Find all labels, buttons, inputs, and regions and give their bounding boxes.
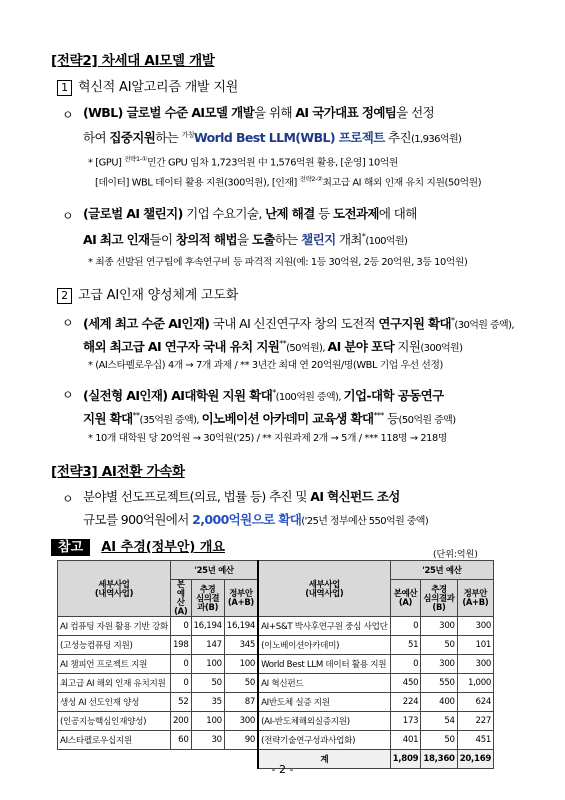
cell-main: 0 — [171, 655, 192, 674]
cell-main: 224 — [390, 693, 421, 712]
text: 지원 — [394, 339, 421, 355]
cell-name: AI스타펠로우십지원 — [58, 731, 171, 750]
cell-name: AI 컴퓨팅 자원 활용 기반 강화 — [58, 617, 171, 636]
text: 을 — [237, 232, 252, 248]
bullet3-line2 — [83, 332, 462, 360]
cell-gov: 227 — [457, 712, 493, 731]
cell-main: 0 — [171, 617, 192, 636]
text: 등 — [383, 411, 399, 427]
cell-gov: 101 — [457, 636, 493, 655]
text: 개최 — [335, 232, 362, 248]
text: 지원 확대 — [83, 411, 133, 427]
section1-title: 혁신적 AI알고리즘 개발 지원 — [78, 80, 239, 95]
text: AI 최고 인재 — [83, 232, 150, 248]
cell-name: 생성 AI 선도인재 양성 — [58, 693, 171, 712]
bullet5-line1 — [83, 485, 400, 508]
cell-main: 450 — [390, 674, 421, 693]
col-header-year: '25년 예산 — [171, 561, 259, 580]
budget: (50억원), — [286, 343, 328, 355]
text: 최고급 AI 해외 인재 유치 지원(50억원) — [322, 177, 482, 189]
section2-title: 고급 AI인재 양성체계 고도화 — [78, 288, 239, 303]
text: 이노베이션 아카데미 교육생 확대 — [201, 411, 374, 427]
text: 난제 해결 — [265, 206, 315, 221]
asterisk: * — [451, 316, 455, 325]
ref-sup: 전략2-② — [299, 175, 323, 183]
expand-highlight: 2,000억원으로 확대 — [192, 512, 302, 527]
bullet1-marker: ㅇ — [62, 108, 74, 122]
cell-gov: 451 — [457, 731, 493, 750]
text: AI 혁신펀드 조성 — [310, 489, 400, 504]
text: 기업 수요기술, — [182, 206, 266, 221]
cell-supp: 50 — [191, 674, 224, 693]
cell-supp: 54 — [421, 712, 457, 731]
budget: (100억원 증액), — [275, 392, 344, 404]
table-row — [58, 693, 494, 712]
strategy3-heading: [전략3] AI전환 가속화 — [51, 464, 185, 480]
budget: (1,936억원) — [411, 134, 462, 146]
text: 하는 — [155, 130, 182, 146]
section2-number: 2 — [57, 288, 72, 304]
bullet5-line2 — [83, 508, 428, 533]
bullet2-line1 — [83, 202, 417, 225]
text: 국내 AI 신진연구자 창의 도전적 — [209, 316, 379, 332]
bullet2-line2 — [83, 225, 407, 253]
text: * [GPU] — [88, 157, 125, 169]
cell-main: 0 — [390, 617, 421, 636]
cell-name: AI 챔피언 프로젝트 지원 — [58, 655, 171, 674]
cell-main: 0 — [171, 674, 192, 693]
tentative-sup: 가칭 — [181, 131, 194, 139]
cell-supp: 50 — [421, 731, 457, 750]
col-header-biz: 세부사업 (내역사업) — [58, 561, 171, 617]
cell-supp: 50 — [421, 636, 457, 655]
cell-name: (전략기술연구성과사업화) — [258, 731, 390, 750]
note1-line2 — [95, 174, 481, 188]
budget: (35억원 증액), — [139, 415, 202, 427]
cell-main: 173 — [390, 712, 421, 731]
cell-gov: 345 — [224, 636, 258, 655]
col-header-supp-right: 추경 심의결과(B) — [421, 580, 457, 617]
table-row — [58, 617, 494, 636]
text: 분야별 선도프로젝트(의료, 법률 등) 추진 및 — [83, 489, 311, 504]
col-header-main: 본예산 (A) — [171, 580, 192, 617]
asterisk: *** — [373, 411, 384, 420]
section1-heading — [57, 76, 238, 96]
cell-main: 198 — [171, 636, 192, 655]
asterisk: ** — [279, 339, 287, 348]
cell-name: (AI-반도체해외실증지원) — [258, 712, 390, 731]
table-row — [58, 655, 494, 674]
table-row — [58, 731, 494, 750]
col-header-gov: 정부안 (A+B) — [224, 580, 258, 617]
text: 연구지원 확대 — [378, 316, 452, 332]
text: 을 위해 — [254, 105, 296, 120]
reference-title: AI 추경(정부안) 개요 — [101, 540, 225, 555]
col-header-gov-right: 정부안 (A+B) — [457, 580, 493, 617]
asterisk: ** — [132, 411, 140, 420]
text: 하여 — [83, 130, 110, 146]
ref-sup: 전략1-① — [124, 155, 148, 163]
table-row — [58, 674, 494, 693]
col-header-main-right: 본예산 (A) — [390, 580, 421, 617]
text: AI대학원 지원 확대 — [167, 388, 273, 404]
cell-supp: 400 — [421, 693, 457, 712]
text: 기업-대학 공동연구 — [343, 388, 444, 404]
text: 규모를 900억원에서 — [83, 512, 193, 527]
cell-gov: 1,000 — [457, 674, 493, 693]
cell-main: 51 — [390, 636, 421, 655]
bullet3-marker: ㅇ — [62, 316, 74, 330]
text: (실전형 AI인재) — [83, 388, 168, 404]
col-header-year-right: '25년 예산 — [390, 561, 493, 580]
text: 민간 GPU 임차 1,723억원 中 1,576억원 활용, [운영] 10억원 — [147, 157, 398, 169]
budget: (300억원) — [420, 343, 463, 355]
text: 들이 — [149, 232, 176, 248]
bullet5-marker: ㅇ — [62, 492, 74, 506]
text: 을 선정 — [396, 105, 435, 120]
unit-label: (단위:억원) — [433, 550, 478, 560]
asterisk: * — [361, 232, 366, 241]
note1-line1 — [88, 154, 398, 168]
cell-supp: 550 — [421, 674, 457, 693]
wbl-label: (WBL) 글로벌 수준 AI모델 개발 — [83, 105, 255, 120]
cell-gov: 87 — [224, 693, 258, 712]
bullet2-marker: ㅇ — [62, 209, 74, 223]
cell-name: (인공지능핵심인재양성) — [58, 712, 171, 731]
budget: (50억원 증액) — [398, 415, 456, 427]
cell-name: (고성능컴퓨팅 지원) — [58, 636, 171, 655]
cell-supp: 30 — [191, 731, 224, 750]
section1-number: 1 — [57, 80, 72, 96]
challenge: 챌린지 — [301, 232, 336, 248]
text: 창의적 해법 — [175, 232, 237, 248]
budget: ('25년 정부예산 550억원 중액) — [301, 516, 429, 527]
total-supp: 18,360 — [421, 750, 457, 769]
cell-name: 최고급 AI 해외 인재 유치지원 — [58, 674, 171, 693]
wbl-project: World Best LLM(WBL) 프로젝트 — [193, 130, 385, 146]
text: 등 — [314, 206, 333, 221]
cell-name: AI+S&T 박사후연구원 중심 사업단 — [258, 617, 390, 636]
cell-name: AI 혁신펀드 — [258, 674, 390, 693]
global-challenge: (글로벌 AI 챌린지) — [83, 206, 183, 221]
cell-gov: 100 — [224, 655, 258, 674]
reference-header — [51, 536, 491, 556]
cell-main: 60 — [171, 731, 192, 750]
cell-supp: 300 — [421, 617, 457, 636]
budget: (30억원 증액), — [454, 320, 514, 332]
col-header-biz-right: 세부사업 (내역사업) — [258, 561, 390, 617]
text: 하는 — [274, 232, 302, 248]
text: [데이터] WBL 데이터 활용 지원(300억원), [인재] — [95, 177, 300, 189]
bullet1-line2 — [83, 124, 461, 151]
cell-gov: 90 — [224, 731, 258, 750]
cell-name: AI반도체 실증 지원 — [258, 693, 390, 712]
cell-main: 200 — [171, 712, 192, 731]
cell-main: 52 — [171, 693, 192, 712]
text: 에 대해 — [378, 206, 417, 221]
intensive-support: 집중지원 — [109, 130, 156, 146]
asterisk: * — [272, 388, 276, 397]
national-team: AI 국가대표 정예팀 — [295, 105, 397, 120]
cell-main: 0 — [390, 655, 421, 674]
cell-supp: 100 — [191, 655, 224, 674]
cell-gov: 50 — [224, 674, 258, 693]
text: AI 분야 포닥 — [327, 339, 395, 355]
text: 도출 — [251, 232, 275, 248]
budget-table — [57, 560, 494, 769]
page-number: - 2 - — [271, 763, 294, 776]
cell-name: (이노베이션아카데미) — [258, 636, 390, 655]
table-row — [58, 636, 494, 655]
cell-gov: 300 — [457, 617, 493, 636]
cell-supp: 100 — [191, 712, 224, 731]
cell-supp: 16,194 — [191, 617, 224, 636]
cell-gov: 300 — [457, 655, 493, 674]
note4: * 10개 대학원 당 20억원 → 30억원('25) / ** 지원과제 2개 → 5개 / *** 118명 → 218명 — [88, 433, 447, 444]
bullet4-line2 — [83, 404, 456, 432]
bullet1-line1 — [83, 101, 434, 124]
text: 해외 최고급 AI 연구자 국내 유치 지원 — [83, 339, 280, 355]
total-main: 1,809 — [390, 750, 421, 769]
cell-supp: 147 — [191, 636, 224, 655]
total-label: 계 — [258, 750, 390, 769]
col-header-supp: 추경 심의결과(B) — [191, 580, 224, 617]
bullet4-marker: ㅇ — [62, 388, 74, 402]
strategy2-heading: [전략2] 차세대 AI모델 개발 — [51, 53, 215, 69]
cell-name: World Best LLM 데이터 활용 지원 — [258, 655, 390, 674]
text: 추진 — [384, 130, 411, 146]
note2: * 최종 선발된 연구팀에 후속연구비 등 파격적 지원(예: 1등 30억원, 2등 20억원, 3등 10억원) — [88, 257, 468, 268]
note3: * (AI스타펠로우십) 4개 → 7개 과제 / ** 3년간 최대 연 20억원/명(WBL 기업 우선 선정) — [88, 360, 443, 371]
text: 도전과제 — [332, 206, 379, 221]
cell-gov: 624 — [457, 693, 493, 712]
section2-heading — [57, 284, 238, 304]
reference-badge: 참고 — [51, 539, 90, 556]
cell-gov: 300 — [224, 712, 258, 731]
table-row — [58, 712, 494, 731]
text: (세계 최고 수준 AI인재) — [83, 316, 210, 332]
cell-supp: 300 — [421, 655, 457, 674]
total-gov: 20,169 — [457, 750, 493, 769]
budget: (100억원) — [365, 236, 408, 248]
cell-gov: 16,194 — [224, 617, 258, 636]
cell-main: 401 — [390, 731, 421, 750]
cell-supp: 35 — [191, 693, 224, 712]
